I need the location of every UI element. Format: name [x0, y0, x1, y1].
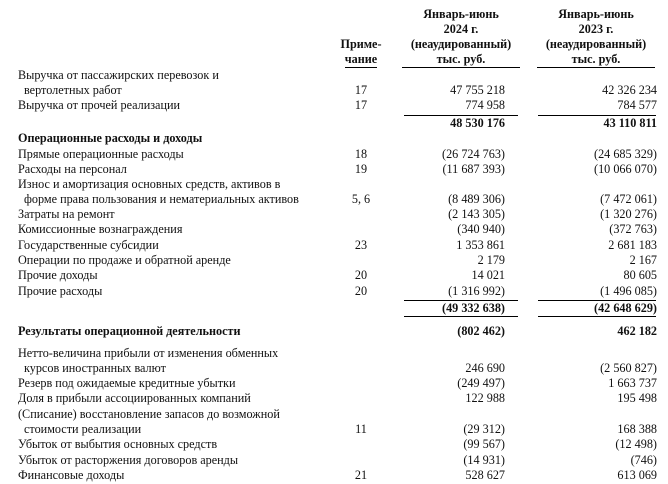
header-2024-audit: (неаудированный)	[410, 37, 512, 51]
table-row	[0, 207, 668, 222]
row-value-2024: (29 312)	[463, 422, 505, 436]
row-value-2023: (10 066 070)	[594, 162, 657, 176]
header-note	[331, 37, 391, 68]
row-value-2024: 2 179	[477, 253, 505, 267]
row-value-2024: (340 940)	[457, 222, 505, 236]
row-value-2023: (7 472 061)	[600, 192, 657, 206]
table-row	[0, 391, 668, 406]
table-row	[0, 346, 668, 361]
row-label: Выручка от пассажирских перевозок и	[18, 68, 219, 82]
row-value-2023: (12 498)	[615, 437, 657, 451]
table-row	[0, 238, 668, 253]
row-note: 19	[354, 162, 368, 176]
row-label: Государственные субсидии	[18, 238, 159, 252]
row-value-2023: 2 681 183	[608, 238, 657, 252]
subtotal-underline-2023	[538, 316, 656, 317]
table-row	[0, 177, 668, 192]
row-note: 18	[354, 147, 368, 161]
row-value-2024: (802 462)	[457, 324, 505, 338]
row-value-2023: (372 763)	[609, 222, 657, 236]
header-2023	[535, 7, 657, 68]
subtotal-row-expenses	[0, 301, 668, 316]
header-2024-unit: тыс. руб.	[400, 52, 522, 68]
row-value-2024: (11 687 393)	[442, 162, 505, 176]
header-2023-audit: (неаудированный)	[545, 37, 647, 51]
row-value-2023: (42 648 629)	[594, 301, 657, 315]
row-label: Нетто-величина прибыли от изменения обменных	[18, 346, 279, 360]
row-value-2024: 14 021	[471, 268, 505, 282]
table-row	[0, 468, 668, 483]
section-title: Операционные расходы и доходы	[18, 131, 203, 145]
row-note: 11	[355, 422, 367, 436]
header-note-line2: чание	[344, 52, 378, 66]
row-value-2023: (24 685 329)	[594, 147, 657, 161]
row-value-2023: 80 605	[623, 268, 657, 282]
row-value-2023: 195 498	[617, 391, 657, 405]
row-label: Затраты на ремонт	[18, 207, 115, 221]
table-row	[0, 192, 668, 207]
row-value-2023: 43 110 811	[603, 116, 657, 130]
row-note: 20	[354, 284, 368, 298]
row-label: Прочие расходы	[18, 284, 103, 298]
table-row	[0, 407, 668, 422]
table-row	[0, 422, 668, 437]
row-value-2024: (99 567)	[463, 437, 505, 451]
header-note-line1: Приме-	[340, 37, 382, 51]
row-label: Резерв под ожидаемые кредитные убытки	[18, 376, 236, 390]
header-2024	[400, 7, 522, 68]
row-value-2024: (2 143 305)	[448, 207, 505, 221]
section-heading	[0, 131, 668, 146]
row-value-2023: 168 388	[617, 422, 657, 436]
row-value-2023: (1 496 085)	[600, 284, 657, 298]
row-note: 17	[354, 83, 368, 97]
header-2024-period: Январь-июнь	[423, 7, 499, 21]
row-value-2024: (249 497)	[457, 376, 505, 390]
table-row	[0, 147, 668, 162]
row-value-2024: 528 627	[465, 468, 505, 482]
table-row	[0, 68, 668, 83]
row-label: Комиссионные вознаграждения	[18, 222, 183, 236]
row-label: стоимости реализации	[24, 422, 142, 436]
row-label: Износ и амортизация основных средств, активов в	[18, 177, 281, 191]
header-2023-period: Январь-июнь	[558, 7, 634, 21]
row-label: Доля в прибыли ассоциированных компаний	[18, 391, 251, 405]
header-2023-year: 2023 г.	[578, 22, 614, 36]
table-row	[0, 361, 668, 376]
row-label: Финансовые доходы	[18, 468, 125, 482]
table-row	[0, 268, 668, 283]
row-label: Прямые операционные расходы	[18, 147, 184, 161]
header-2024-year: 2024 г.	[443, 22, 479, 36]
row-label: Операции по продаже и обратной аренде	[18, 253, 231, 267]
table-row	[0, 83, 668, 98]
row-value-2023: 1 663 737	[608, 376, 657, 390]
table-row	[0, 284, 668, 299]
row-value-2024: (14 931)	[463, 453, 505, 467]
row-value-2024: 122 988	[465, 391, 505, 405]
row-value-2023: (2 560 827)	[600, 361, 657, 375]
row-value-2023: 784 577	[617, 98, 657, 112]
row-label: Результаты операционной деятельности	[18, 324, 241, 338]
row-label: Расходы на персонал	[18, 162, 127, 176]
row-value-2024: 774 958	[465, 98, 505, 112]
row-value-2024: (8 489 306)	[448, 192, 505, 206]
subtotal-row-revenue	[0, 116, 668, 131]
row-value-2024: 47 755 218	[450, 83, 505, 97]
row-label: форме права пользования и нематериальных активов	[24, 192, 299, 206]
table-row	[0, 162, 668, 177]
row-value-2024: (1 316 992)	[448, 284, 505, 298]
row-value-2023: 462 182	[617, 324, 657, 338]
row-label: (Списание) восстановление запасов до возможной	[18, 407, 280, 421]
table-row	[0, 222, 668, 237]
row-value-2023: (746)	[630, 453, 657, 467]
row-value-2023: 613 069	[617, 468, 657, 482]
row-value-2024: 1 353 861	[456, 238, 505, 252]
row-note: 23	[354, 238, 368, 252]
row-label: Прочие доходы	[18, 268, 98, 282]
row-value-2023: 42 326 234	[602, 83, 657, 97]
subtotal-underline-2024	[404, 316, 518, 317]
header-2023-unit: тыс. руб.	[535, 52, 657, 68]
row-label: курсов иностранных валют	[24, 361, 166, 375]
row-note: 21	[354, 468, 368, 482]
table-row	[0, 453, 668, 468]
row-note: 20	[354, 268, 368, 282]
operating-result-row	[0, 324, 668, 339]
table-row	[0, 437, 668, 452]
row-value-2024: (26 724 763)	[442, 147, 505, 161]
row-value-2023: 2 167	[629, 253, 657, 267]
row-value-2024: 246 690	[465, 361, 505, 375]
row-value-2024: (49 332 638)	[442, 301, 505, 315]
table-row	[0, 376, 668, 391]
row-label: вертолетных работ	[24, 83, 122, 97]
row-label: Выручка от прочей реализации	[18, 98, 181, 112]
table-row	[0, 98, 668, 113]
table-row	[0, 253, 668, 268]
row-value-2023: (1 320 276)	[600, 207, 657, 221]
row-value-2024: 48 530 176	[450, 116, 505, 130]
row-label: Убыток от расторжения договоров аренды	[18, 453, 239, 467]
row-note: 17	[354, 98, 368, 112]
row-note: 5, 6	[351, 192, 371, 206]
row-label: Убыток от выбытия основных средств	[18, 437, 218, 451]
